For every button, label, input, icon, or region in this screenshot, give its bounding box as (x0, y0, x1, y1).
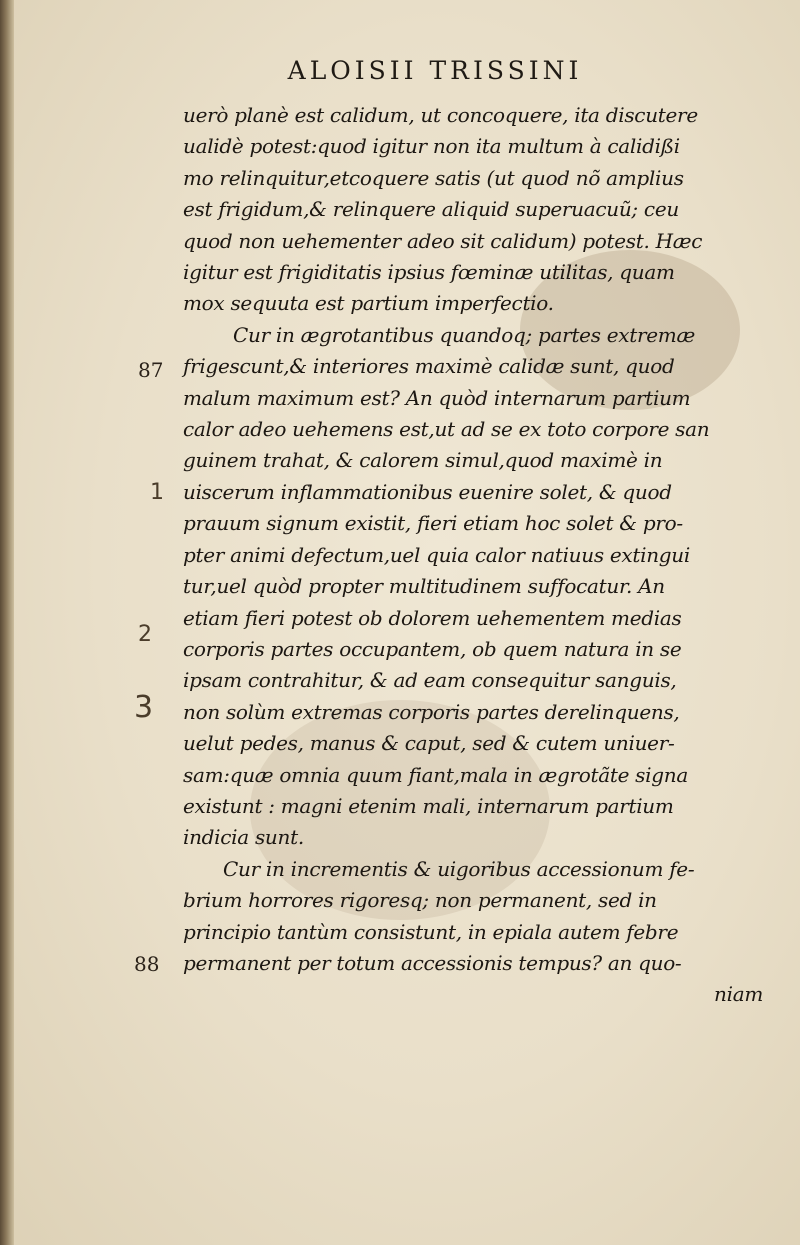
text-line: indicia sunt. (183, 825, 304, 850)
text-line: prauum signum existit, fieri etiam hoc solet & pro- (183, 511, 683, 536)
handwritten-mark-2: 2 (138, 622, 152, 647)
margin-number-87: 87 (138, 358, 164, 382)
running-head: ALOISII TRISSINI (287, 56, 583, 85)
text-line: etiam fieri potest ob dolorem uehementem medias (183, 605, 682, 630)
text-line: malum maximum est? An quòd internarum partium (183, 385, 691, 410)
text-line: frigescunt,& interiores maximè calidæ sunt, quod (183, 354, 675, 379)
body-text (183, 100, 763, 1011)
text-line: principio tantùm consistunt, in epiala autem febre (183, 919, 679, 944)
text-line: calor adeo uehemens est,ut ad se ex toto corpore san (183, 417, 710, 442)
text-line: ualidè potest:quod igitur non ita multum à calidißi (183, 134, 680, 159)
text-line: ipsam contrahitur, & ad eam consequitur sanguis, (183, 668, 677, 693)
text-line: Cur in ægrotantibus quandoq; partes extremæ (233, 322, 695, 347)
text-line: tur,uel quòd propter multitudinem suffocatur. An (183, 574, 665, 599)
text-line: mox sequuta est partium imperfectio. (183, 291, 554, 316)
page-binding-edge (0, 0, 14, 1245)
handwritten-mark-3: 3 (134, 690, 154, 725)
text-line: permanent per totum accessionis tempus? an quo- (183, 950, 682, 975)
handwritten-mark-1: 1 (150, 480, 164, 505)
text-line: brium horrores rigoresq; non permanent, sed in (183, 888, 657, 913)
text-line: sam:quæ omnia quum fiant,mala in ægrotãte signa (183, 762, 688, 787)
text-line: mo relinquitur,etcoquere satis (ut quod nõ amplius (183, 165, 684, 190)
catchword: niam (714, 982, 763, 1007)
text-line: uerò planè est calidum, ut concoquere, ita discutere (183, 103, 698, 127)
text-line: uelut pedes, manus & caput, sed & cutem uniuer- (183, 731, 675, 756)
text-line: igitur est frigiditatis ipsius fœminæ utilitas, quam (183, 260, 675, 285)
text-line: est frigidum,& relinquere aliquid superuacuũ; ceu (183, 197, 679, 222)
text-line: corporis partes occupantem, ob quem natura in se (183, 636, 682, 661)
text-line: guinem trahat, & calorem simul,quod maximè in (183, 448, 663, 473)
text-line: non solùm extremas corporis partes derelinquens, (183, 699, 680, 724)
text-line: pter animi defectum,uel quia calor natiuus extingui (183, 542, 690, 567)
text-line: uiscerum inflammationibus euenire solet, & quod (183, 479, 672, 504)
text-line: quod non uehementer adeo sit calidum) potest. Hæc (183, 228, 703, 253)
text-line: existunt : magni etenim mali, internarum partium (183, 793, 674, 818)
text-line: Cur in incrementis & uigoribus accessionum fe- (223, 856, 695, 881)
margin-number-88: 88 (134, 952, 160, 976)
